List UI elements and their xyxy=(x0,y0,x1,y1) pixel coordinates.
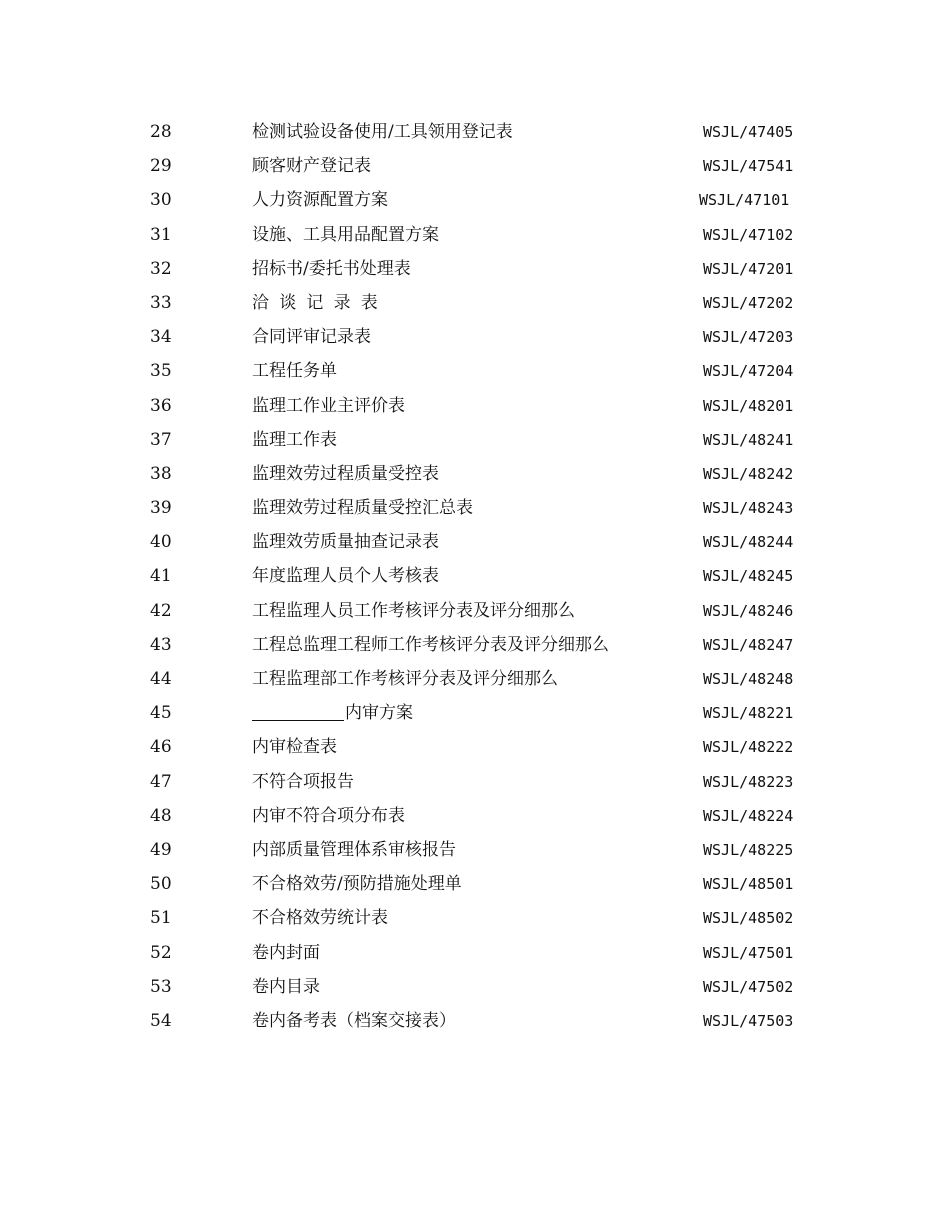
form-row xyxy=(0,286,950,320)
form-row xyxy=(0,320,950,354)
form-code: WSJL/47541 xyxy=(703,157,794,176)
form-code: WSJL/48502 xyxy=(703,909,794,928)
form-name: 内审检查表 xyxy=(252,737,337,758)
form-name: 工程监理人员工作考核评分表及评分细那么 xyxy=(252,600,575,621)
form-code: WSJL/47202 xyxy=(703,293,794,312)
form-row xyxy=(0,594,950,628)
row-number: 36 xyxy=(150,395,172,416)
form-name-text: 内审方案 xyxy=(345,703,413,724)
row-number: 51 xyxy=(150,908,172,929)
form-row xyxy=(0,252,950,286)
row-number: 42 xyxy=(150,600,172,621)
row-number: 30 xyxy=(150,190,172,211)
form-name: 合同评审记录表 xyxy=(252,327,371,348)
form-code: WSJL/47102 xyxy=(703,225,794,244)
form-row xyxy=(0,149,950,183)
form-name: 年度监理人员个人考核表 xyxy=(252,566,439,587)
form-row xyxy=(0,354,950,388)
form-row xyxy=(0,799,950,833)
form-name: 人力资源配置方案 xyxy=(252,190,388,211)
form-row xyxy=(0,457,950,491)
form-row xyxy=(0,867,950,901)
row-number: 52 xyxy=(150,942,172,963)
form-code: WSJL/48223 xyxy=(703,772,794,791)
form-name: 卷内目录 xyxy=(252,976,320,997)
row-number: 41 xyxy=(150,566,172,587)
form-row xyxy=(0,936,950,970)
row-number: 45 xyxy=(150,703,172,724)
form-code: WSJL/48225 xyxy=(703,840,794,859)
form-name: 不符合项报告 xyxy=(252,771,354,792)
form-code: WSJL/48224 xyxy=(703,806,794,825)
form-row xyxy=(0,559,950,593)
form-code: WSJL/47203 xyxy=(703,328,794,347)
form-name: 工程总监理工程师工作考核评分表及评分细那么 xyxy=(252,634,609,655)
row-number: 35 xyxy=(150,361,172,382)
form-code: WSJL/48248 xyxy=(703,670,794,688)
form-name: 卷内备考表（档案交接表） xyxy=(252,1010,456,1031)
row-number: 54 xyxy=(150,1010,172,1031)
form-row xyxy=(0,970,950,1004)
form-name: 监理工作表 xyxy=(252,429,337,450)
form-row xyxy=(0,696,950,730)
form-row xyxy=(0,389,950,423)
form-name: 招标书/委托书处理表 xyxy=(252,258,411,279)
form-name: 内部质量管理体系审核报告 xyxy=(252,839,456,860)
form-name: 顾客财产登记表 xyxy=(252,156,371,177)
form-code: WSJL/48501 xyxy=(703,875,794,894)
row-number: 49 xyxy=(150,839,172,860)
row-number: 32 xyxy=(150,258,172,279)
form-list xyxy=(0,115,950,1038)
form-code: WSJL/48221 xyxy=(703,704,794,723)
form-code: WSJL/48201 xyxy=(703,396,794,415)
form-code: WSJL/48243 xyxy=(703,499,794,518)
row-number: 37 xyxy=(150,429,172,450)
form-row xyxy=(0,1004,950,1038)
form-row xyxy=(0,423,950,457)
form-row xyxy=(0,765,950,799)
row-number: 44 xyxy=(150,669,172,689)
form-code: WSJL/47502 xyxy=(703,977,794,996)
row-number: 28 xyxy=(150,122,172,142)
form-row xyxy=(0,115,950,149)
form-name: 不合格效劳统计表 xyxy=(252,908,388,929)
form-row xyxy=(0,628,950,662)
row-number: 33 xyxy=(150,292,172,313)
form-name: 监理效劳质量抽查记录表 xyxy=(252,532,439,553)
form-name: 工程任务单 xyxy=(252,361,337,382)
form-name-with-blank xyxy=(252,696,413,730)
row-number: 48 xyxy=(150,805,172,826)
form-row xyxy=(0,491,950,525)
form-name: 监理效劳过程质量受控汇总表 xyxy=(252,498,473,519)
row-number: 46 xyxy=(150,737,172,758)
form-name: 卷内封面 xyxy=(252,942,320,963)
form-name: 监理效劳过程质量受控表 xyxy=(252,463,439,484)
row-number: 31 xyxy=(150,224,172,245)
form-code: WSJL/47503 xyxy=(703,1011,794,1030)
form-code: WSJL/48246 xyxy=(703,601,794,620)
form-code: WSJL/48245 xyxy=(703,567,794,586)
row-number: 47 xyxy=(150,771,172,792)
form-row xyxy=(0,183,950,217)
form-row xyxy=(0,218,950,252)
row-number: 39 xyxy=(150,498,172,519)
row-number: 43 xyxy=(150,634,172,655)
form-name: 设施、工具用品配置方案 xyxy=(252,224,439,245)
form-name: 工程监理部工作考核评分表及评分细那么 xyxy=(252,669,558,689)
form-row xyxy=(0,525,950,559)
fill-in-blank xyxy=(252,700,344,721)
form-code: WSJL/48241 xyxy=(703,430,794,449)
form-code: WSJL/47405 xyxy=(703,123,794,141)
form-name: 监理工作业主评价表 xyxy=(252,395,405,416)
form-row xyxy=(0,901,950,935)
form-code: WSJL/48242 xyxy=(703,464,794,483)
form-row xyxy=(0,662,950,696)
form-code: WSJL/47101 xyxy=(699,191,790,210)
form-code: WSJL/47201 xyxy=(703,259,794,278)
row-number: 50 xyxy=(150,874,172,895)
form-name: 洽谈记录表 xyxy=(252,292,388,313)
form-name: 检测试验设备使用/工具领用登记表 xyxy=(252,122,513,142)
row-number: 53 xyxy=(150,976,172,997)
form-row xyxy=(0,833,950,867)
row-number: 38 xyxy=(150,463,172,484)
form-name: 内审不符合项分布表 xyxy=(252,805,405,826)
form-name: 不合格效劳/预防措施处理单 xyxy=(252,874,462,895)
row-number: 40 xyxy=(150,532,172,553)
form-row xyxy=(0,730,950,764)
form-code: WSJL/48247 xyxy=(703,635,794,654)
form-code: WSJL/48222 xyxy=(703,738,794,757)
row-number: 34 xyxy=(150,327,172,348)
form-code: WSJL/47204 xyxy=(703,362,794,381)
form-code: WSJL/48244 xyxy=(703,533,794,552)
form-code: WSJL/47501 xyxy=(703,943,794,962)
row-number: 29 xyxy=(150,156,172,177)
